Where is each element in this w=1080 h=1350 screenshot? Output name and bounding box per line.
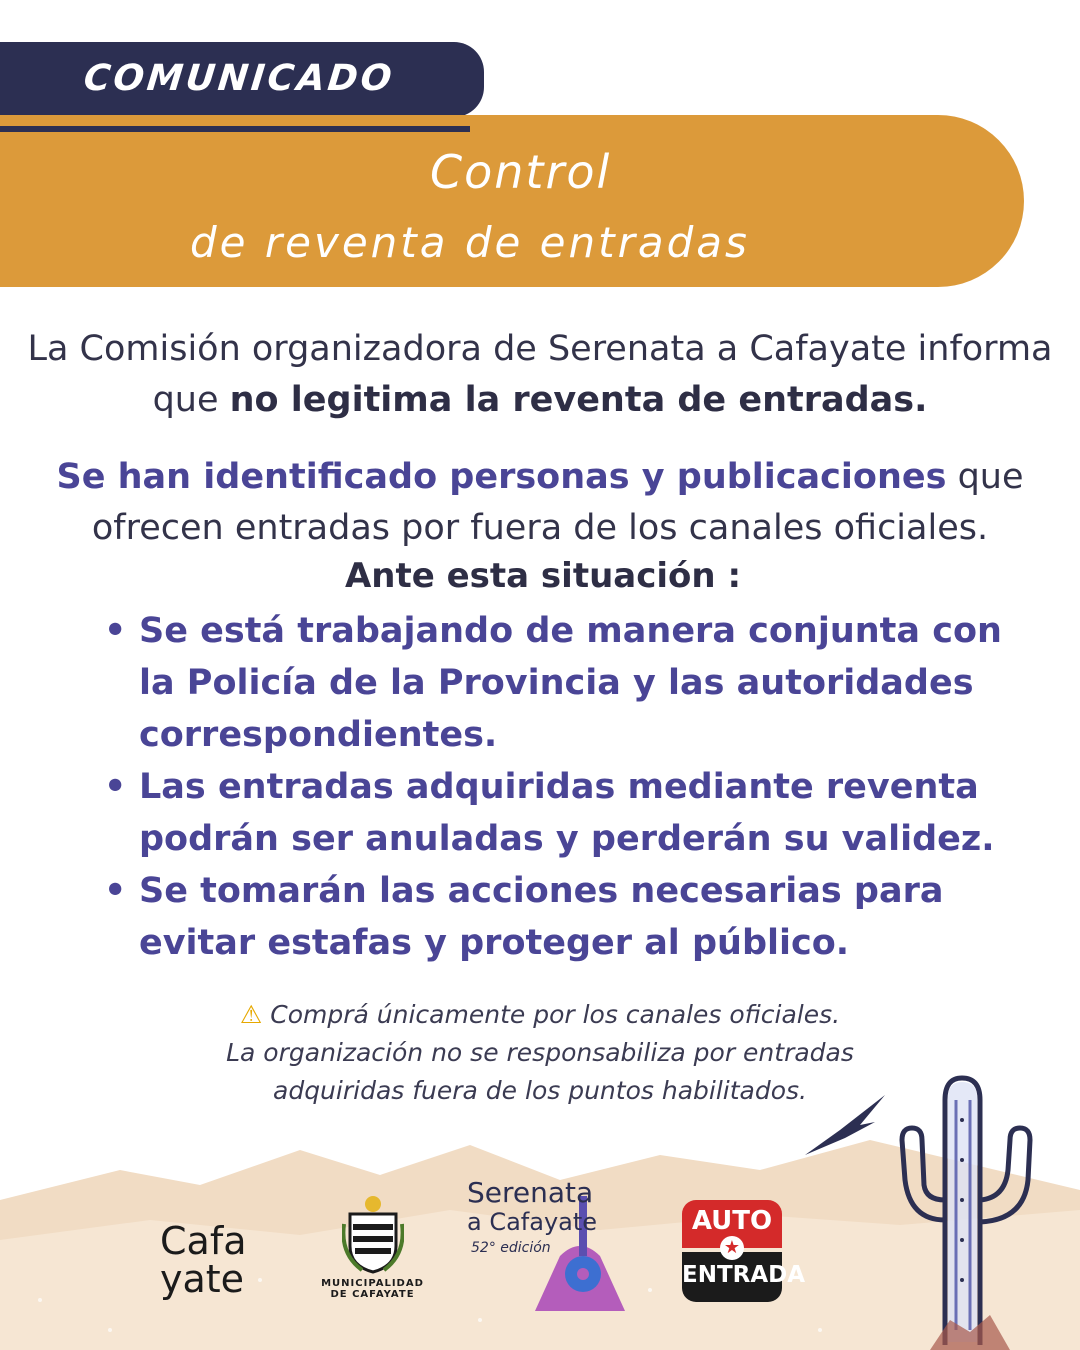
intro-paragraph <box>0 324 1080 426</box>
coat-of-arms-icon <box>342 1194 404 1274</box>
identified-paragraph <box>0 452 1080 554</box>
municipalidad-logo <box>315 1194 430 1300</box>
cafayate-logo-line-2: yate <box>160 1257 245 1301</box>
condor-icon <box>800 1090 890 1160</box>
notice-line-2: La organización no se responsabiliza por entradas <box>226 1038 854 1067</box>
notice-line-3: adquiridas fuera de los puntos habilitados. <box>273 1076 807 1105</box>
serenata-line-1: Serenata <box>467 1176 594 1209</box>
bullet-item: • Se tomarán las acciones necesarias para evitar estafas y proteger al público. <box>104 865 1004 969</box>
intro-text: La Comisión organizadora de Serenata a Cafayate informa que <box>27 329 1053 420</box>
autoentrada-line-2: ENTRADA <box>682 1262 806 1288</box>
comunicado-label: COMUNICADO <box>81 58 397 99</box>
serenata-line-2: a Cafayate <box>467 1208 598 1236</box>
serenata-logo <box>465 1176 635 1316</box>
divider-stripe <box>0 126 470 132</box>
title-line-2: de reventa de entradas <box>190 218 750 267</box>
bullet-list <box>104 605 1004 969</box>
autoentrada-line-1: AUTO <box>691 1206 773 1236</box>
identified-bold: Se han identificado personas y publicaciones <box>56 457 947 497</box>
identified-text: que ofrecen entradas por fuera de los canales oficiales. <box>91 457 1024 548</box>
title-line-1: Control <box>430 145 612 199</box>
ante-heading: Ante esta situación : <box>344 556 742 596</box>
intro-bold: no legitima la reventa de entradas. <box>229 380 928 420</box>
cafayate-logo <box>160 1219 260 1301</box>
cactus-icon <box>890 1070 1050 1350</box>
bullet-item: • Las entradas adquiridas mediante reventa podrán ser anuladas y perderán su validez. <box>104 761 1004 865</box>
warning-icon: ⚠ <box>239 1000 263 1029</box>
serenata-edition: 52° edición <box>471 1240 551 1256</box>
notice-line-1: Comprá únicamente por los canales oficiales. <box>270 1000 841 1029</box>
star-icon: ★ <box>720 1236 744 1260</box>
bullet-item: • Se está trabajando de manera conjunta con la Policía de la Provincia y las autoridades correspondientes. <box>104 605 1004 761</box>
autoentrada-logo <box>682 1200 806 1302</box>
municipalidad-line-1: MUNICIPALIDAD <box>321 1278 424 1289</box>
municipalidad-line-2: DE CAFAYATE <box>330 1289 415 1300</box>
cafayate-logo-line-1: Cafa <box>160 1219 247 1263</box>
